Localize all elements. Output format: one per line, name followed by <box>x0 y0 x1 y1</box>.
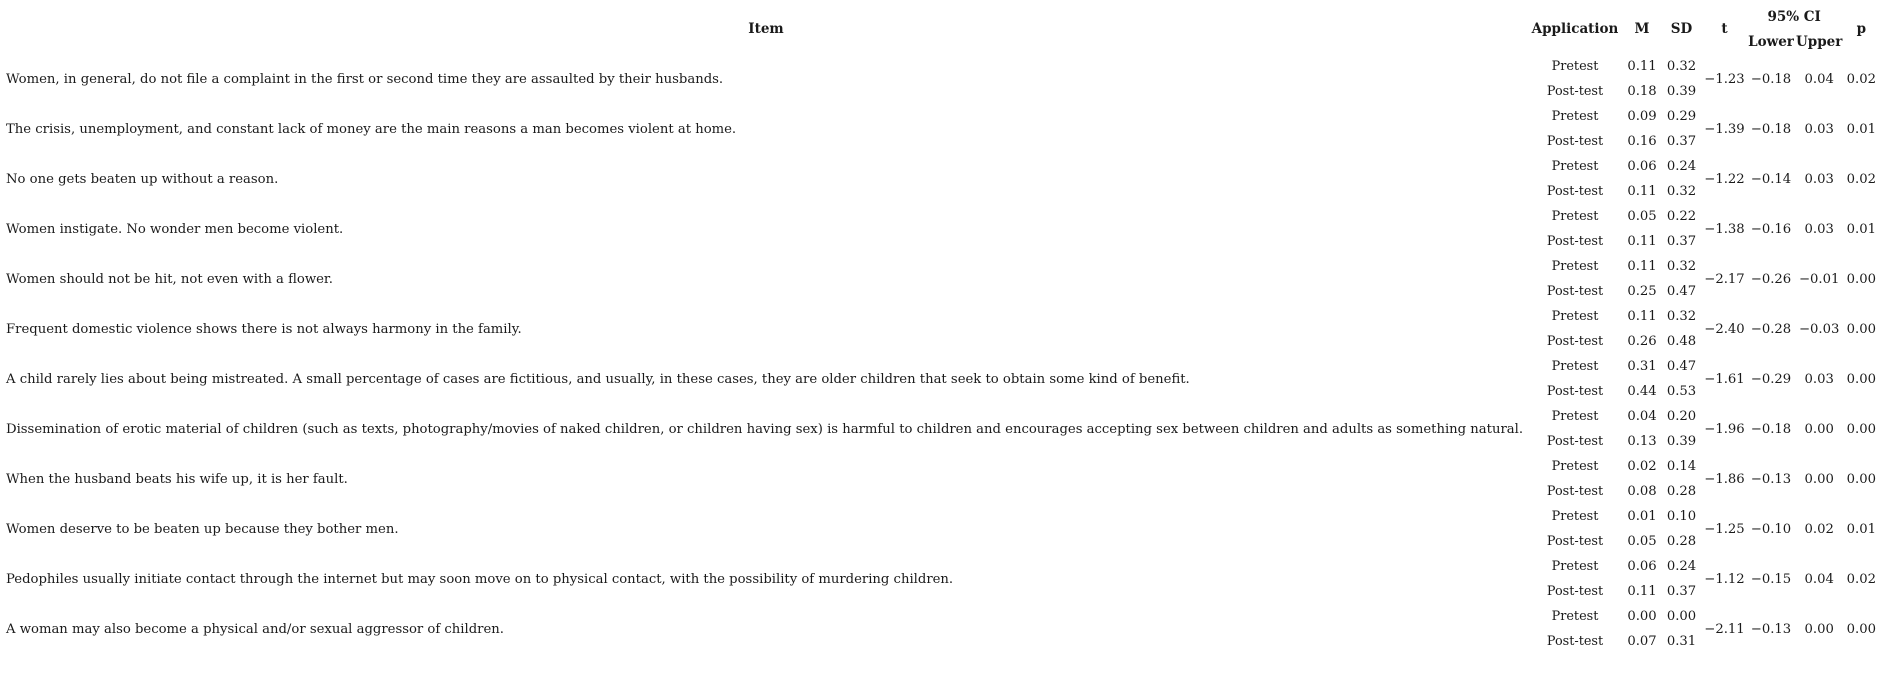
item-text: Women instigate. No wonder men become violent. <box>6 221 344 237</box>
sd-pretest: 0.32 <box>1666 309 1697 324</box>
application-pretest: Pretest <box>1551 509 1599 524</box>
t-value: −2.17 <box>1704 271 1745 287</box>
application-pretest: Pretest <box>1551 259 1599 274</box>
sd-pretest: 0.32 <box>1666 59 1697 74</box>
ci-lower: −0.16 <box>1750 221 1792 237</box>
ci-lower: −0.28 <box>1750 321 1792 337</box>
ci-upper: 0.03 <box>1804 171 1834 187</box>
table-header <box>6 4 1880 54</box>
table-body <box>6 54 1880 654</box>
item-text: Frequent domestic violence shows there is not always harmony in the family. <box>6 321 522 337</box>
item-text: The crisis, unemployment, and constant lack of money are the main reasons a man becomes violent at home. <box>6 121 737 137</box>
item-text: Women deserve to be beaten up because they bother men. <box>6 521 399 537</box>
ci-upper: 0.04 <box>1804 571 1834 587</box>
ci-upper: −0.03 <box>1798 321 1840 337</box>
item-text: Women, in general, do not file a complaint in the first or second time they are assaulted by their husbands. <box>6 71 724 87</box>
ci-upper: 0.00 <box>1804 471 1834 487</box>
table-row <box>6 254 1880 279</box>
sd-pretest: 0.22 <box>1666 209 1697 224</box>
t-value: −1.61 <box>1704 371 1745 387</box>
m-pretest: 0.06 <box>1627 559 1657 574</box>
header-application: Application <box>1531 21 1619 37</box>
item-text: Pedophiles usually initiate contact through the internet but may soon move on to physical contact, with the possibility of murdering children. <box>6 571 954 587</box>
application-posttest: Post-test <box>1546 284 1604 299</box>
m-posttest: 0.25 <box>1627 284 1657 299</box>
m-posttest: 0.44 <box>1627 384 1657 399</box>
ci-lower: −0.18 <box>1750 71 1792 87</box>
header-row-top <box>6 4 1880 29</box>
m-pretest: 0.04 <box>1627 409 1657 424</box>
header-ci: 95% CI <box>1767 8 1821 25</box>
header-sd: SD <box>1670 21 1693 37</box>
m-pretest: 0.01 <box>1627 509 1657 524</box>
p-value: 0.00 <box>1846 321 1877 337</box>
application-pretest: Pretest <box>1551 359 1599 374</box>
ci-upper: 0.04 <box>1804 71 1834 87</box>
ci-lower: −0.13 <box>1750 471 1792 487</box>
sd-pretest: 0.14 <box>1666 459 1697 474</box>
sd-posttest: 0.28 <box>1666 534 1697 549</box>
m-pretest: 0.09 <box>1627 109 1657 124</box>
t-value: −1.86 <box>1704 471 1745 487</box>
m-posttest: 0.11 <box>1627 184 1657 199</box>
m-pretest: 0.06 <box>1627 159 1657 174</box>
application-posttest: Post-test <box>1546 634 1604 649</box>
table-row <box>6 404 1880 429</box>
header-item: Item <box>748 21 784 37</box>
sd-posttest: 0.39 <box>1666 434 1697 449</box>
application-pretest: Pretest <box>1551 409 1599 424</box>
t-value: −2.40 <box>1704 321 1745 337</box>
m-pretest: 0.02 <box>1627 459 1657 474</box>
ci-upper: 0.03 <box>1804 221 1834 237</box>
ci-lower: −0.13 <box>1750 621 1792 637</box>
p-value: 0.00 <box>1846 271 1877 287</box>
p-value: 0.01 <box>1846 121 1877 137</box>
application-pretest: Pretest <box>1551 609 1599 624</box>
header-p: p <box>1856 21 1867 37</box>
ci-lower: −0.29 <box>1750 371 1792 387</box>
table-row <box>6 454 1880 479</box>
m-posttest: 0.11 <box>1627 584 1657 599</box>
item-text: A woman may also become a physical and/or sexual aggressor of children. <box>6 621 504 637</box>
application-posttest: Post-test <box>1546 334 1604 349</box>
p-value: 0.00 <box>1846 421 1877 437</box>
t-value: −1.23 <box>1704 71 1745 87</box>
m-pretest: 0.00 <box>1627 609 1657 624</box>
header-upper: Upper <box>1796 33 1843 50</box>
application-posttest: Post-test <box>1546 484 1604 499</box>
p-value: 0.01 <box>1846 521 1877 537</box>
header-t: t <box>1721 21 1728 37</box>
ci-upper: 0.03 <box>1804 121 1834 137</box>
m-posttest: 0.08 <box>1627 484 1657 499</box>
table-row <box>6 354 1880 379</box>
item-text: Dissemination of erotic material of children (such as texts, photography/movies of naked children, or children having sex) is harmful to children and encourages accepting sex between children and adults as something natural. <box>6 421 1524 437</box>
item-text: Women should not be hit, not even with a flower. <box>6 271 333 287</box>
sd-posttest: 0.37 <box>1666 584 1697 599</box>
table-row <box>6 304 1880 329</box>
ci-upper: −0.01 <box>1798 271 1840 287</box>
sd-pretest: 0.10 <box>1666 509 1697 524</box>
application-posttest: Post-test <box>1546 84 1604 99</box>
application-posttest: Post-test <box>1546 584 1604 599</box>
ci-lower: −0.15 <box>1750 571 1792 587</box>
ci-upper: 0.00 <box>1804 421 1834 437</box>
application-pretest: Pretest <box>1551 109 1599 124</box>
t-value: −1.22 <box>1704 171 1745 187</box>
ci-lower: −0.10 <box>1750 521 1792 537</box>
table-row <box>6 154 1880 179</box>
application-pretest: Pretest <box>1551 559 1599 574</box>
t-value: −1.39 <box>1704 121 1745 137</box>
application-pretest: Pretest <box>1551 59 1599 74</box>
application-posttest: Post-test <box>1546 534 1604 549</box>
m-posttest: 0.18 <box>1627 84 1657 99</box>
sd-pretest: 0.20 <box>1666 409 1697 424</box>
p-value: 0.02 <box>1846 171 1877 187</box>
m-pretest: 0.05 <box>1627 209 1657 224</box>
t-value: −2.11 <box>1704 621 1745 637</box>
application-pretest: Pretest <box>1551 459 1599 474</box>
table-row <box>6 104 1880 129</box>
p-value: 0.00 <box>1846 471 1877 487</box>
p-value: 0.02 <box>1846 571 1877 587</box>
table-row <box>6 604 1880 629</box>
m-pretest: 0.31 <box>1627 359 1657 374</box>
sd-pretest: 0.24 <box>1666 559 1697 574</box>
sd-posttest: 0.39 <box>1666 84 1697 99</box>
sd-posttest: 0.31 <box>1666 634 1697 649</box>
application-pretest: Pretest <box>1551 159 1599 174</box>
sd-pretest: 0.47 <box>1666 359 1697 374</box>
p-value: 0.01 <box>1846 221 1877 237</box>
ci-lower: −0.14 <box>1750 171 1792 187</box>
sd-pretest: 0.24 <box>1666 159 1697 174</box>
ci-lower: −0.18 <box>1750 121 1792 137</box>
results-table <box>6 4 1880 654</box>
application-posttest: Post-test <box>1546 384 1604 399</box>
t-value: −1.38 <box>1704 221 1745 237</box>
application-pretest: Pretest <box>1551 209 1599 224</box>
m-posttest: 0.26 <box>1627 334 1657 349</box>
m-posttest: 0.16 <box>1627 134 1657 149</box>
t-value: −1.12 <box>1704 571 1745 587</box>
ci-upper: 0.00 <box>1804 621 1834 637</box>
header-m: M <box>1634 21 1650 37</box>
p-value: 0.00 <box>1846 371 1877 387</box>
sd-posttest: 0.48 <box>1666 334 1697 349</box>
sd-posttest: 0.37 <box>1666 134 1697 149</box>
sd-pretest: 0.29 <box>1666 109 1697 124</box>
t-value: −1.96 <box>1704 421 1745 437</box>
sd-posttest: 0.37 <box>1666 234 1697 249</box>
item-text: No one gets beaten up without a reason. <box>6 171 279 187</box>
item-text: When the husband beats his wife up, it is her fault. <box>6 471 348 487</box>
sd-pretest: 0.32 <box>1666 259 1697 274</box>
application-posttest: Post-test <box>1546 134 1604 149</box>
table-row <box>6 554 1880 579</box>
application-posttest: Post-test <box>1546 234 1604 249</box>
sd-posttest: 0.47 <box>1666 284 1697 299</box>
sd-posttest: 0.32 <box>1666 184 1697 199</box>
table-row <box>6 504 1880 529</box>
sd-posttest: 0.28 <box>1666 484 1697 499</box>
application-posttest: Post-test <box>1546 434 1604 449</box>
table-row <box>6 54 1880 79</box>
m-posttest: 0.05 <box>1627 534 1657 549</box>
header-lower: Lower <box>1748 33 1794 50</box>
ci-lower: −0.26 <box>1750 271 1792 287</box>
p-value: 0.00 <box>1846 621 1877 637</box>
item-text: A child rarely lies about being mistreated. A small percentage of cases are fictitious, and usually, in these cases, they are older children that seek to obtain some kind of benefit. <box>6 371 1190 387</box>
m-pretest: 0.11 <box>1627 309 1657 324</box>
p-value: 0.02 <box>1846 71 1877 87</box>
ci-upper: 0.02 <box>1804 521 1834 537</box>
m-posttest: 0.13 <box>1627 434 1657 449</box>
application-pretest: Pretest <box>1551 309 1599 324</box>
application-posttest: Post-test <box>1546 184 1604 199</box>
ci-lower: −0.18 <box>1750 421 1792 437</box>
sd-pretest: 0.00 <box>1666 609 1697 624</box>
sd-posttest: 0.53 <box>1666 384 1697 399</box>
m-pretest: 0.11 <box>1627 59 1657 74</box>
ci-upper: 0.03 <box>1804 371 1834 387</box>
t-value: −1.25 <box>1704 521 1745 537</box>
m-posttest: 0.11 <box>1627 234 1657 249</box>
m-posttest: 0.07 <box>1627 634 1657 649</box>
table-row <box>6 204 1880 229</box>
m-pretest: 0.11 <box>1627 259 1657 274</box>
